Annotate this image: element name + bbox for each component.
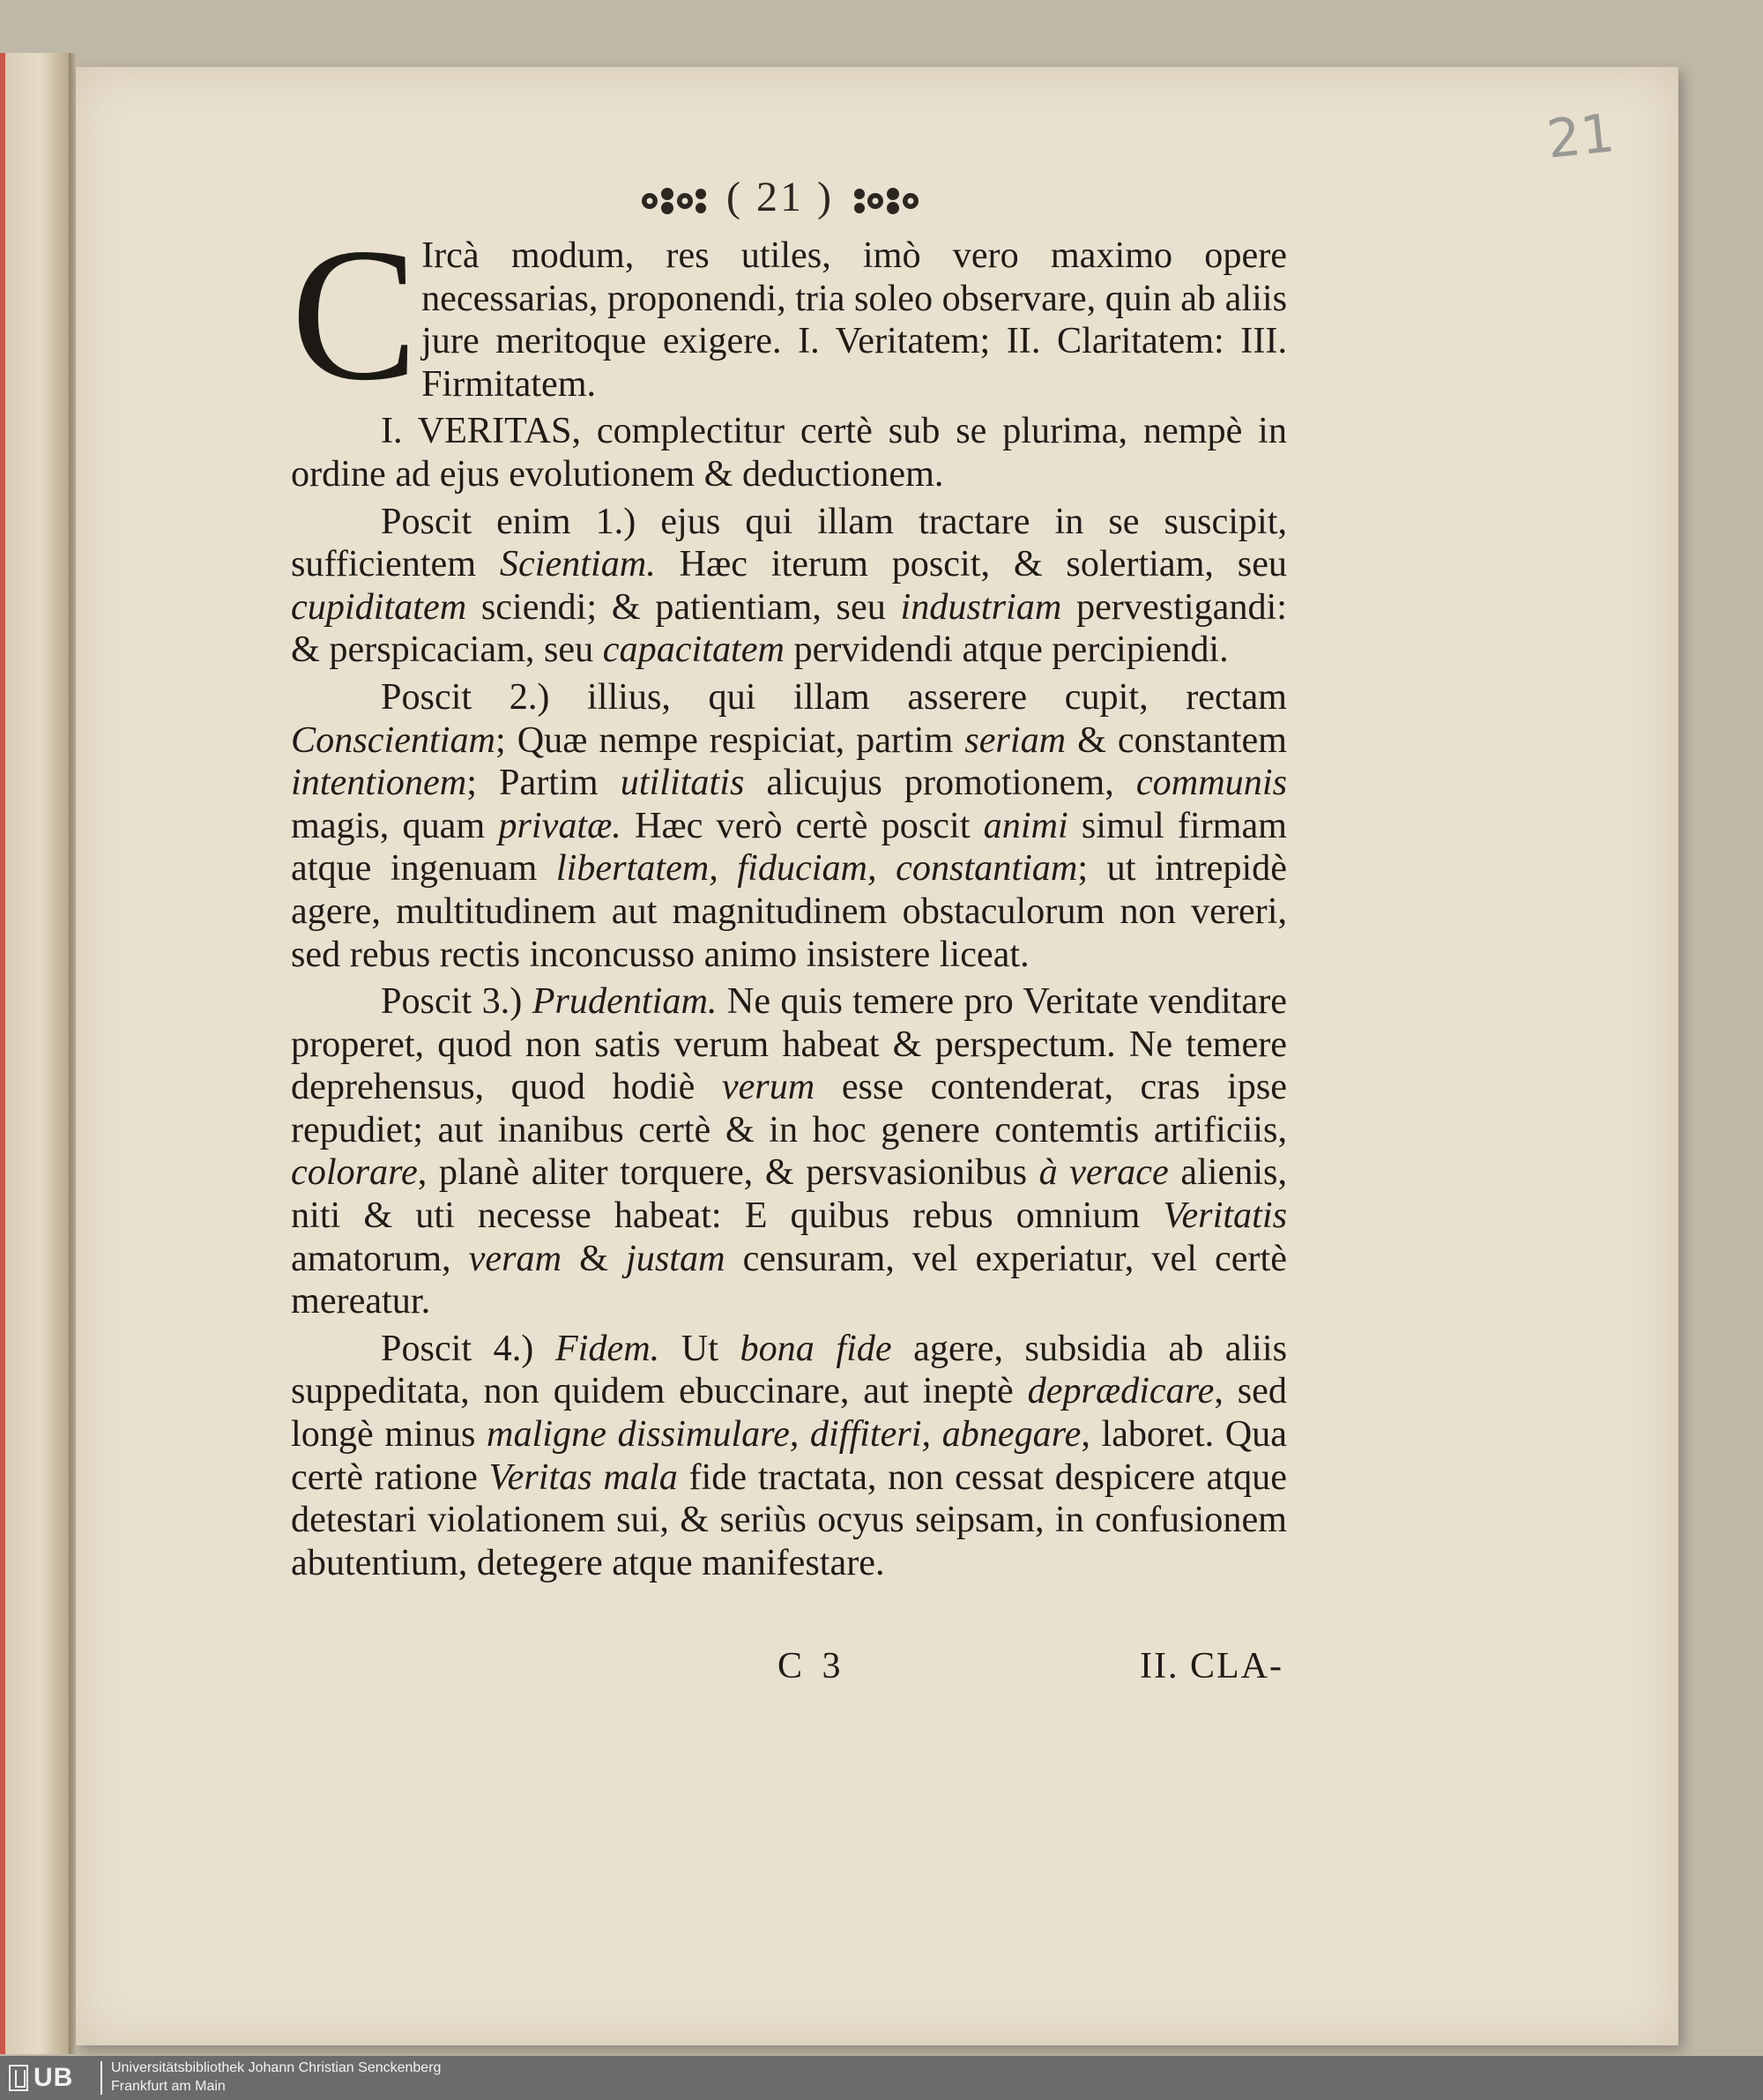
text-run: ; Quæ nempe respiciat, partim <box>495 719 965 761</box>
text-run: , planè aliter torquere, & persvasionibus <box>417 1151 1039 1194</box>
text-run: & <box>562 1237 627 1279</box>
italic-run: maligne dissimulare, diffiteri, abnegare <box>487 1413 1082 1456</box>
italic-run: intentionem <box>291 762 467 804</box>
italic-run: à verace <box>1038 1151 1169 1194</box>
italic-run: seriam <box>964 719 1067 761</box>
running-header <box>635 173 926 226</box>
italic-run: colorare <box>291 1151 418 1194</box>
text-run: Poscit 2.) illius, qui illam asserere cupit, rectam <box>381 675 1287 718</box>
paragraph-intro <box>291 209 1287 420</box>
ub-logo[interactable] <box>9 2063 73 2093</box>
banner-divider <box>100 2061 102 2095</box>
paragraph-veritas: I. VERITAS, complectitur certè sub se plurima, nempè in ordine ad ejus evolutionem & deductionem. <box>291 410 1287 495</box>
ub-logo-text: UB <box>33 2063 74 2092</box>
pencil-folio-number: 21 <box>1544 102 1618 171</box>
text-run: simul firmam atque ingenuam <box>291 804 1287 890</box>
text-run: , laboret. Qua certè ratione <box>291 1413 1287 1498</box>
text-run: ; Partim <box>466 762 621 804</box>
italic-run: Veritas mala <box>488 1456 678 1498</box>
text-run: Poscit enim 1.) ejus qui illam tractare in se suscipit, sufficientem <box>291 500 1287 585</box>
paragraph-poscit-4 <box>291 1328 1287 1585</box>
drop-cap: C <box>291 209 419 420</box>
italic-run: capacitatem <box>602 629 785 671</box>
text-run: , sed longè minus <box>291 1370 1287 1456</box>
paragraph-poscit-1 <box>291 501 1287 672</box>
italic-run: Veritatis <box>1163 1195 1287 1237</box>
catchword: II. CLA- <box>1140 1646 1283 1687</box>
text-run: Hæc iterum poscit, & solertiam, seu <box>655 543 1288 585</box>
left-ornament-icon <box>637 183 713 219</box>
text-run: censuram, vel experiatur, vel certè mereatur. <box>291 1237 1287 1322</box>
text-run: Ne quis temere pro Veritate venditare properet, quod non satis verum habeat & perspectum. Ne temere deprehensus, quod hodiè <box>291 980 1287 1108</box>
page-footer <box>291 1645 1287 1694</box>
text-run: magis, quam <box>291 804 499 846</box>
text-run: agere, subsidia ab aliis suppeditata, non quidem ebuccinare, aut ineptè <box>291 1327 1288 1412</box>
italic-run: verum <box>721 1066 815 1108</box>
paragraph-intro-text: Ircà modum, res utiles, imò vero maximo opere necessarias, proponendi, tria soleo observare, quin ab aliis jure meritoque exigere. I. Veritatem; II. Claritatem: III. Firmitatem. <box>421 235 1287 405</box>
italic-run: privatæ. <box>498 804 621 846</box>
italic-run: Scientiam. <box>499 543 656 585</box>
text-run: pervidendi atque percipiendi. <box>784 629 1229 671</box>
italic-run: libertatem, fiduciam, constantiam <box>555 847 1078 890</box>
text-run: Poscit 3.) <box>381 980 532 1023</box>
italic-run: Prudentiam. <box>532 980 718 1023</box>
text-run: fide tractata, non cessat despicere atque detestari violationem sui, & seriùs ocyus seipsam, in confusionem abutentium, detegere atque manifestare. <box>291 1456 1287 1583</box>
text-run: amatorum, <box>291 1237 469 1279</box>
facing-page-edge <box>0 53 69 2054</box>
italic-run: bona fide <box>740 1327 892 1369</box>
text-run: & constantem <box>1066 719 1287 761</box>
library-banner <box>0 2056 1763 2100</box>
right-ornament-icon <box>847 183 923 219</box>
library-name: Universitätsbibliothek Johann Christian Senckenberg <box>111 2060 442 2075</box>
university-library-icon <box>9 2065 28 2091</box>
text-run: esse contenderat, cras ipse repudiet; aut inanibus certè & in hoc genere contemtis artificiis, <box>291 1066 1287 1151</box>
text-run: pervestigandi: & perspicaciam, seu <box>291 585 1287 671</box>
text-run: Ut <box>659 1327 740 1369</box>
italic-run: veram <box>468 1237 562 1279</box>
italic-run: communis <box>1135 762 1287 804</box>
italic-run: cupiditatem <box>291 585 467 628</box>
text-run: alicujus promotionem, <box>744 762 1136 804</box>
text-run: Poscit 4.) <box>381 1327 555 1369</box>
text-run: Hæc verò certè poscit <box>621 804 984 846</box>
text-run: alienis, niti & uti necesse habeat: E quibus rebus omnium <box>291 1151 1288 1237</box>
italic-run: Fidem. <box>554 1327 660 1369</box>
text-run: ; ut intrepidè agere, multitudinem aut magnitudinem obstaculorum non vereri, sed rebus rectis inconcusso animo insistere liceat. <box>291 847 1287 975</box>
library-city: Frankfurt am Main <box>111 2079 226 2094</box>
page-number: ( 21 ) <box>726 174 834 220</box>
italic-run: animi <box>983 804 1068 846</box>
signature-mark: C 3 <box>777 1646 846 1687</box>
paragraph-poscit-2 <box>291 676 1287 976</box>
italic-run: utilitatis <box>620 762 745 804</box>
italic-run: justam <box>626 1237 725 1279</box>
italic-run: industriam <box>900 585 1062 628</box>
text-run: sciendi; & patientiam, seu <box>466 585 901 628</box>
paragraph-poscit-3 <box>291 980 1287 1323</box>
italic-run: deprædicare <box>1027 1370 1215 1412</box>
body-text <box>291 209 1288 1584</box>
italic-run: Conscientiam <box>291 719 496 761</box>
